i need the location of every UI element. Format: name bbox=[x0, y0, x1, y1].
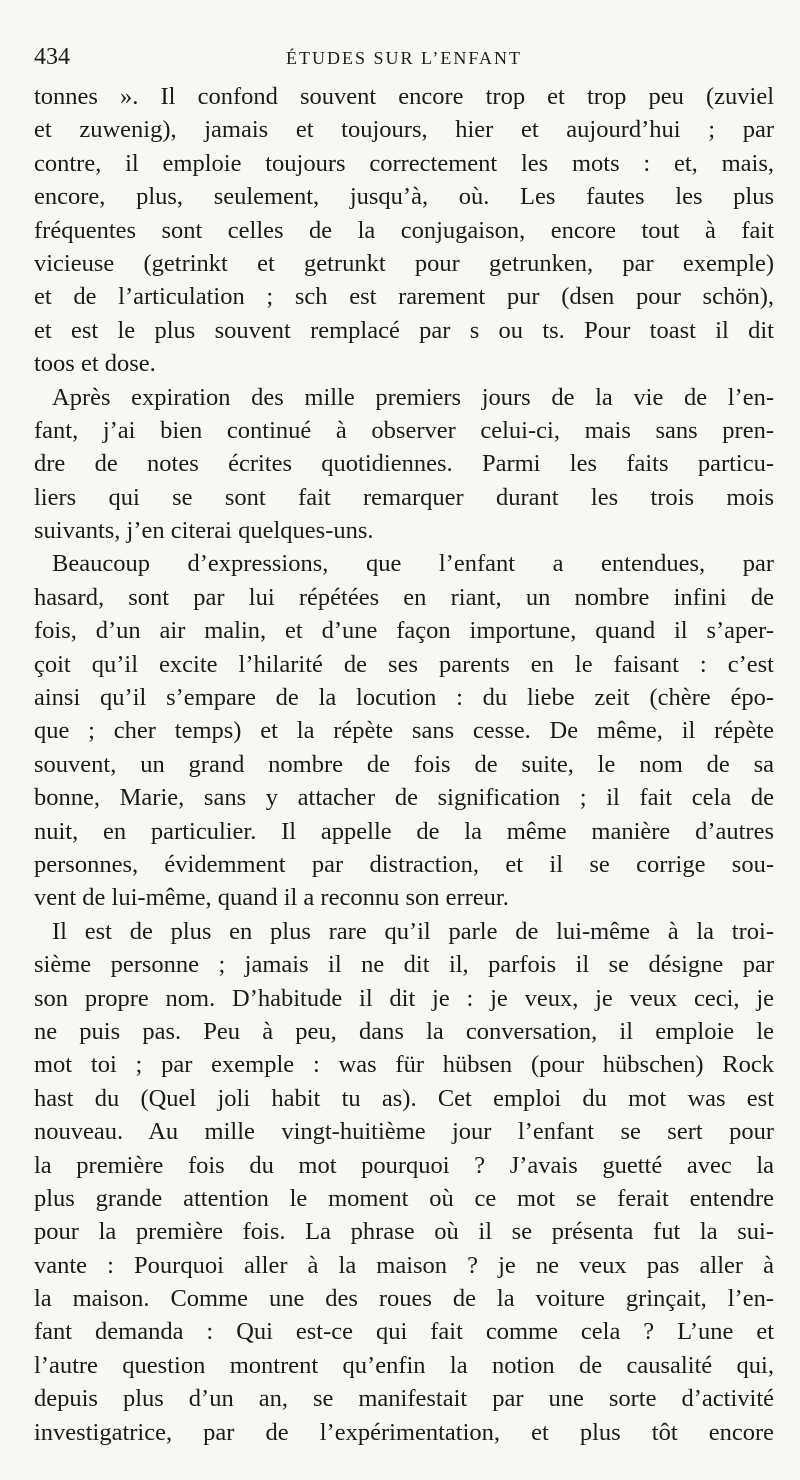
text-line: vent de lui-même, quand il a reconnu son erreur. bbox=[34, 884, 509, 912]
text-line: ne puis pas. Peu à peu, dans la conversation, il emploie le bbox=[34, 1017, 774, 1045]
text-line: pour la première fois. La phrase où il se présenta fut la sui- bbox=[34, 1218, 774, 1246]
paragraph-start-line: Il est de plus en plus rare qu’il parle de lui-même à la troi- bbox=[52, 917, 774, 945]
text-line: la maison. Comme une des roues de la voiture grinçait, l’en- bbox=[34, 1285, 774, 1313]
text-line: que ; cher temps) et la répète sans cesse. De même, il répète bbox=[34, 717, 774, 745]
text-line: vante : Pourquoi aller à la maison ? je ne veux pas aller à bbox=[34, 1251, 774, 1279]
text-line: et zuwenig), jamais et toujours, hier et aujourd’hui ; par bbox=[34, 116, 774, 144]
text-line: investigatrice, par de l’expérimentation, et plus tôt encore bbox=[34, 1418, 774, 1446]
text-line: contre, il emploie toujours correctement les mots : et, mais, bbox=[34, 149, 774, 177]
text-line: plus grande attention le moment où ce mot se ferait entendre bbox=[34, 1184, 774, 1212]
text-line: fant demanda : Qui est-ce qui fait comme cela ? L’une et bbox=[34, 1318, 774, 1346]
text-line: mot toi ; par exemple : was für hübsen (pour hübschen) Rock bbox=[34, 1051, 774, 1079]
text-line: dre de notes écrites quotidiennes. Parmi les faits particu- bbox=[34, 450, 774, 478]
text-line: fréquentes sont celles de la conjugaison, encore tout à fait bbox=[34, 216, 774, 244]
text-line: nuit, en particulier. Il appelle de la même manière d’autres bbox=[34, 817, 774, 845]
text-line: souvent, un grand nombre de fois de suite, le nom de sa bbox=[34, 750, 774, 778]
paragraph-start-line: Beaucoup d’expressions, que l’enfant a entendues, par bbox=[52, 550, 774, 578]
text-line: tonnes ». Il confond souvent encore trop et trop peu (zuviel bbox=[34, 83, 774, 110]
text-line: çoit qu’il excite l’hilarité de ses parents en le faisant : c’est bbox=[34, 650, 774, 678]
text-line: toos et dose. bbox=[34, 350, 156, 378]
running-head: ÉTUDES SUR L’ENFANT bbox=[285, 48, 522, 68]
text-line: fois, d’un air malin, et d’une façon importune, quand il s’aper- bbox=[34, 617, 774, 645]
text-line: son propre nom. D’habitude il dit je : je veux, je veux ceci, je bbox=[34, 984, 774, 1012]
text-line: fant, j’ai bien continué à observer celui-ci, mais sans pren- bbox=[34, 416, 774, 444]
page-header bbox=[34, 42, 774, 78]
text-line: bonne, Marie, sans y attacher de signification ; il fait cela de bbox=[34, 784, 774, 812]
paragraph-start-line: Après expiration des mille premiers jours de la vie de l’en- bbox=[52, 383, 774, 411]
text-line: encore, plus, seulement, jusqu’à, où. Les fautes les plus bbox=[34, 183, 774, 211]
text-line: liers qui se sont fait remarquer durant les trois mois bbox=[34, 483, 774, 511]
text-line: l’autre question montrent qu’enfin la notion de causalité qui, bbox=[34, 1351, 774, 1379]
text-line: sième personne ; jamais il ne dit il, parfois il se désigne par bbox=[34, 951, 774, 979]
text-line: et est le plus souvent remplacé par s ou ts. Pour toast il dit bbox=[34, 316, 774, 344]
text-line: suivants, j’en citerai quelques-uns. bbox=[34, 517, 374, 545]
text-line: et de l’articulation ; sch est rarement pur (dsen pour schön), bbox=[34, 283, 774, 311]
text-line: personnes, évidemment par distraction, et il se corrige sou- bbox=[34, 850, 774, 878]
text-line: hasard, sont par lui répétées en riant, un nombre infini de bbox=[34, 583, 774, 611]
text-line: nouveau. Au mille vingt-huitième jour l’enfant se sert pour bbox=[34, 1118, 774, 1146]
text-line: hast du (Quel joli habit tu as). Cet emploi du mot was est bbox=[34, 1084, 774, 1112]
text-line: la première fois du mot pourquoi ? J’avais guetté avec la bbox=[34, 1151, 774, 1179]
text-line: depuis plus d’un an, se manifestait par une sorte d’activité bbox=[34, 1385, 774, 1413]
text-line: vicieuse (getrinkt et getrunkt pour getrunken, par exemple) bbox=[34, 249, 774, 277]
page-number: 434 bbox=[34, 44, 70, 70]
text-line: ainsi qu’il s’empare de la locution : du liebe zeit (chère épo- bbox=[34, 684, 774, 712]
body-text bbox=[34, 80, 774, 1449]
